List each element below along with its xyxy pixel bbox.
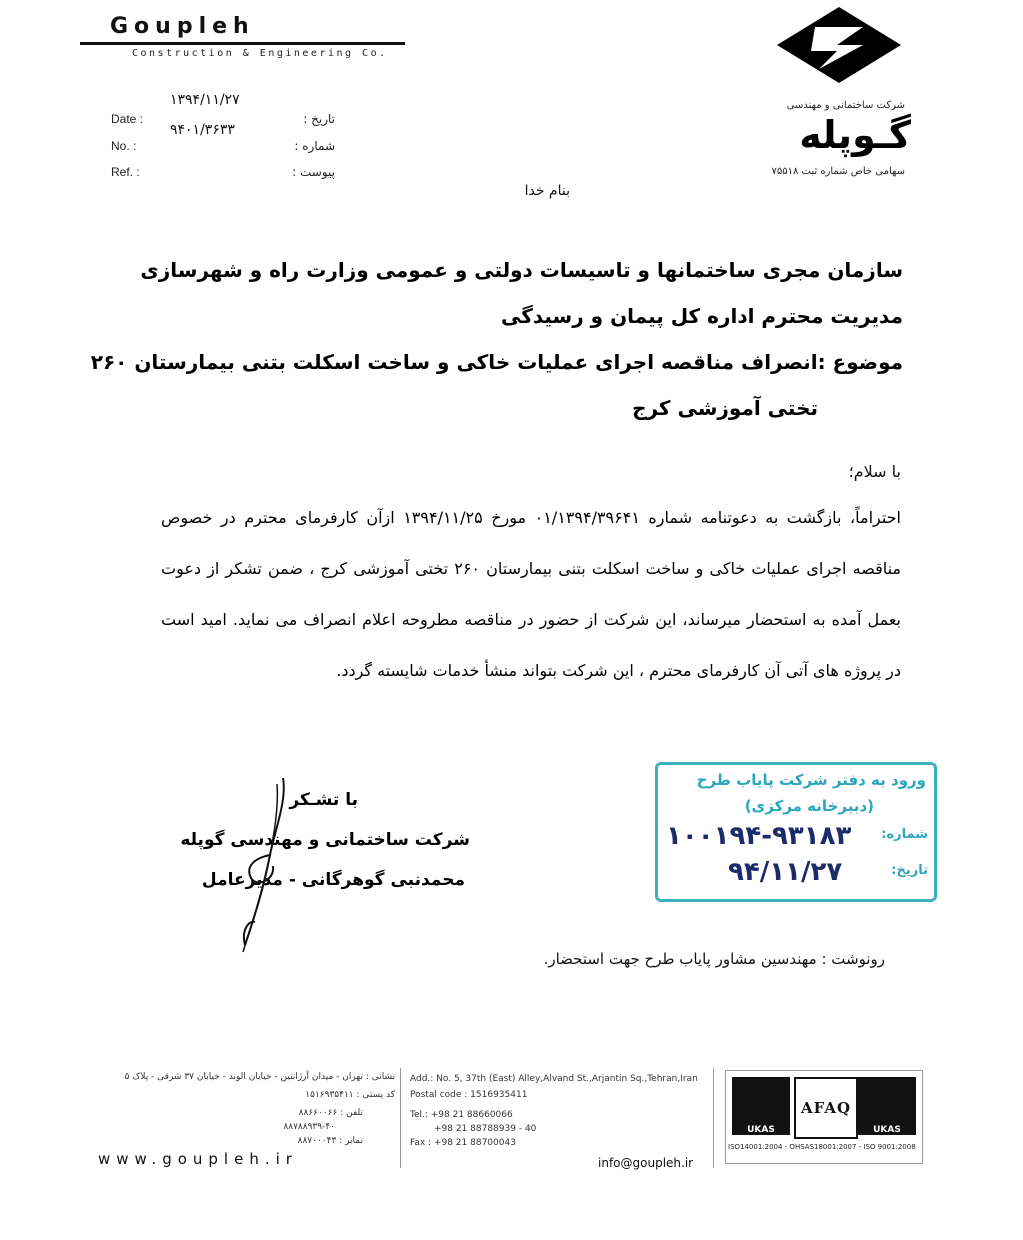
footer-phone2-fa: ۸۸۷۸۸۹۳۹-۴۰ [283,1122,335,1132]
footer-tel2-en: +98 21 88788939 - 40 [434,1124,537,1134]
footer-fax-en: Fax : +98 21 88700043 [410,1138,516,1148]
company-logo-icon [775,5,903,85]
registration-number: سهامی خاص شماره ثبت ۷۵۵۱۸ [771,166,905,177]
footer-divider-2 [713,1068,714,1168]
recipient-department: مدیریت محترم اداره کل پیمان و رسیدگی [500,304,903,328]
brand-underline [80,42,405,45]
iso-standards: ISO14001:2004 - OHSAS18001:2007 - ISO 9001:2008 [728,1143,916,1151]
date-value: ۱۳۹۴/۱۱/۲۷ [170,92,240,108]
subject-line: موضوع :انصراف مناقصه اجرای عملیات خاکی و ساخت اسکلت بتنی بیمارستان ۲۶۰ [90,350,903,374]
cc-line: رونوشت : مهندسین مشاور پایاب طرح جهت استحضار. [543,950,885,968]
ukas-logo-icon-2 [858,1077,916,1135]
footer-tel-en: Tel.: +98 21 88660066 [410,1110,513,1120]
stamp-subtitle: (دبیرخانه مرکزی) [744,797,874,815]
stamp-number-label: شماره: [881,827,928,842]
stamp-date-label: تاریخ: [891,863,928,878]
brand-subtitle-en: Construction & Engineering Co. [132,48,388,59]
footer-email: info@goupleh.ir [598,1156,694,1170]
subject-line-continued: تختی آموزشی کرج [632,396,818,420]
ukas-logo-label: UKAS [747,1125,775,1135]
signature-person: محمدنبی گوهرگانی - مدیرعامل [201,870,465,890]
recipient-organization: سازمان مجری ساختمانها و تاسیسات دولتی و عمومی وزارت راه و شهرسازی [140,258,903,282]
ukas-logo-icon [732,1077,790,1135]
closing: با تشـکر [289,790,358,810]
footer-postal-en: Postal code : 1516935411 [410,1090,528,1100]
footer-address-fa: نشانی : تهران - میدان آرژانتین - خیابان الوند - خیابان ۳۷ شرقی - پلاک ۵ [124,1072,395,1082]
stamp-date-value: ۹۴/۱۱/۲۷ [728,857,843,887]
footer-phone-fa: تلفن : ۸۸۶۶۰۰۶۶ [298,1108,363,1118]
footer-postal-fa: کد پستی : ۱۵۱۶۹۳۵۴۱۱ [305,1090,395,1100]
brand-name-fa: گـوپله [799,113,911,157]
footer-website: www.goupleh.ir [98,1150,298,1168]
no-label-en: No. : [111,139,137,153]
certification-block [725,1070,923,1164]
greeting: با سلام؛ [848,462,901,481]
stamp-title: ورود به دفتر شرکت پایاب طرح [696,771,926,789]
handwritten-signature [215,770,305,960]
ukas-logo-label-2: UKAS [873,1125,901,1135]
ref-label-fa: پیوست : [292,165,335,179]
stamp-number-value: ۱۰۰۱۹۴-۹۳۱۸۳ [666,821,852,851]
brand-tagline-fa: شرکت ساختمانی و مهندسی [786,100,905,111]
ref-label-en: Ref. : [111,165,140,179]
date-label-fa: تاریخ : [303,112,335,126]
footer-divider-1 [400,1068,401,1168]
footer-fax-fa: نمابر : ۸۸۷۰۰۰۴۳ [297,1136,363,1146]
no-label-fa: شماره : [294,139,335,153]
brand-name-en: Goupleh [110,14,255,39]
signature-company: شرکت ساختمانی و مهندسی گوپله [180,830,470,850]
letter-body: احتراماً، بازگشت به دعوتنامه شماره ۰۱/۱۳۹۴/۳۹۶۴۱ مورخ ۱۳۹۴/۱۱/۲۵ ازآن کارفرمای محترم در خصوص مناقصه اجرای عملیات خاکی و ساخت اسکلت بتنی بیمارستان ۲۶۰ تختی آموزشی کرج ، ضمن تشکر از دعوت بعمل آمده به استحضار میرساند، این شرکت از حضور در مناقصه مطروحه اعلام انصراف می نماید. امید است در پروژه های آتی آن کارفرمای محترم ، این شرکت بتواند منشأ خدمات شایسته گردد. [161,508,902,680]
number-value: ۹۴۰۱/۳۶۳۳ [170,122,235,138]
received-stamp [655,762,937,902]
footer-address-en: Add.: No. 5, 37th (East) Alley,Alvand St.,Arjantin Sq.,Tehran,Iran [410,1074,698,1084]
afaq-logo-icon: AFAQ [794,1077,858,1139]
invocation: بنام خدا [524,183,570,199]
date-label-en: Date : [111,112,144,126]
